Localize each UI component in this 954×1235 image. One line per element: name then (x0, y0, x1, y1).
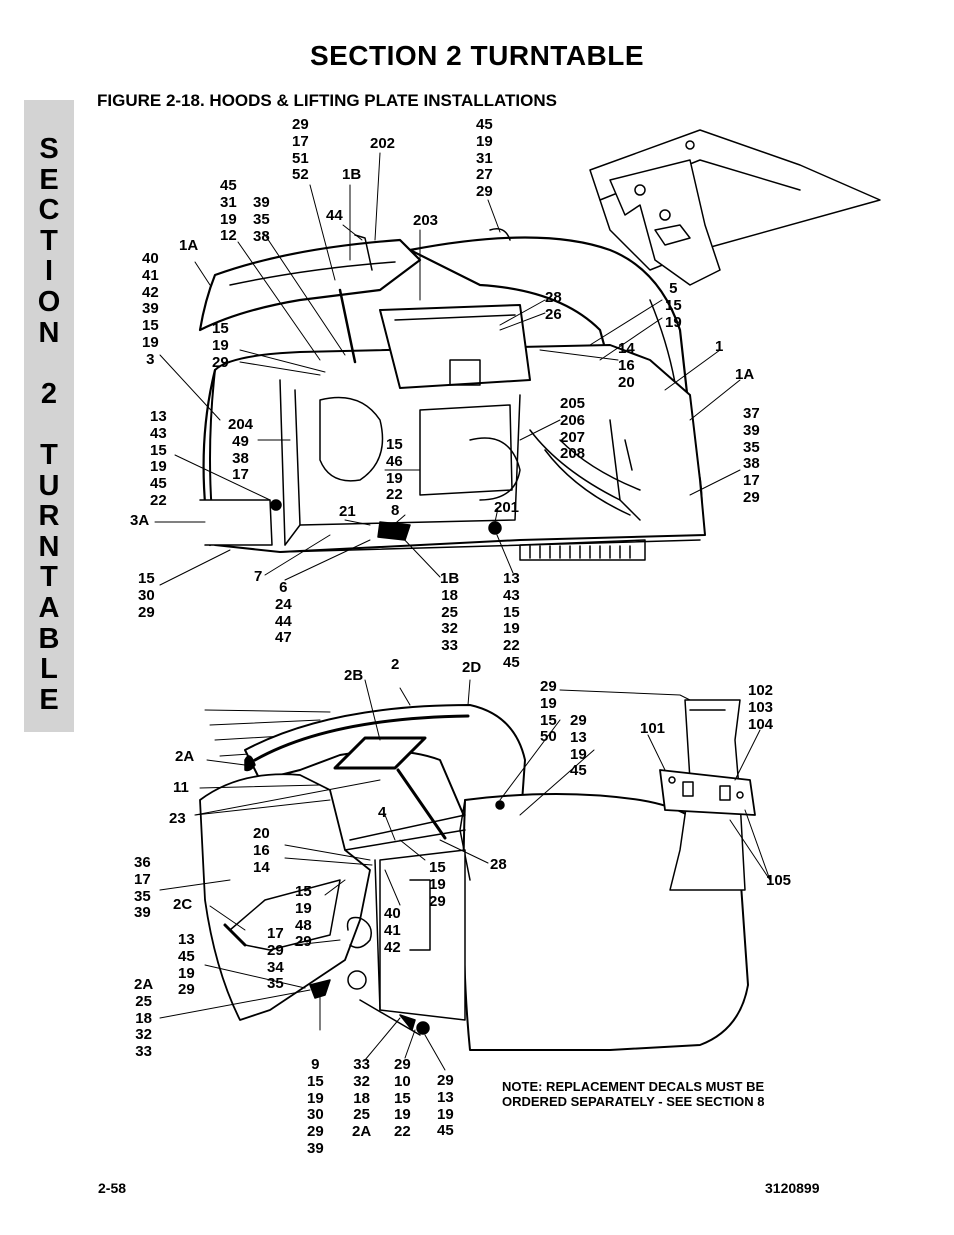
part-number: 17 (232, 466, 249, 484)
part-number: 44 (275, 612, 292, 630)
part-callout (570, 713, 587, 780)
part-number: 15 (540, 711, 557, 729)
part-number: 45 (570, 762, 587, 780)
part-number: 45 (150, 475, 167, 493)
part-number: 42 (384, 938, 401, 956)
part-number: 29 (743, 488, 760, 506)
part-number: 19 (437, 1105, 454, 1123)
part-callout (178, 932, 195, 999)
side-tab-letter: N (38, 316, 60, 349)
part-number: 25 (353, 1106, 370, 1124)
part-number: 15 (386, 436, 403, 453)
part-number: 20 (618, 373, 635, 391)
part-number: 2A (352, 1123, 372, 1141)
part-number: 13 (150, 408, 167, 425)
part-callout (560, 396, 585, 463)
part-callout (134, 977, 153, 1061)
part-callout (150, 409, 167, 510)
part-number: 11 (173, 779, 189, 796)
part-number: 30 (307, 1106, 324, 1124)
part-number: 29 (178, 981, 195, 999)
part-number: 37 (743, 405, 760, 422)
part-number: 13 (570, 728, 587, 746)
part-number: 22 (394, 1123, 411, 1141)
part-callout (503, 571, 520, 672)
part-number: 22 (150, 491, 167, 509)
part-number: 35 (267, 975, 284, 993)
part-number: 201 (494, 499, 520, 516)
part-number: 13 (503, 570, 520, 587)
part-number: 20 (253, 825, 270, 842)
part-number: 204 (228, 416, 254, 433)
part-callout (253, 195, 270, 245)
part-number: 203 (413, 212, 439, 229)
part-number: 19 (394, 1106, 411, 1124)
part-number: 6 (279, 579, 288, 596)
part-number: 30 (138, 586, 155, 604)
part-callout (253, 826, 270, 876)
part-number: 32 (135, 1026, 152, 1044)
part-number: 29 (138, 603, 155, 621)
part-callout (275, 580, 292, 647)
part-callout (138, 571, 155, 621)
part-number: 23 (169, 810, 186, 827)
part-number: 43 (503, 586, 520, 604)
part-number: 47 (275, 629, 292, 647)
side-tab-letter: A (38, 591, 60, 624)
part-number: 39 (743, 421, 760, 439)
part-number: 18 (353, 1089, 370, 1107)
side-tab-letter: I (44, 255, 54, 288)
part-number: 22 (503, 637, 520, 655)
part-number: 39 (142, 300, 159, 318)
part-callout (394, 1057, 411, 1141)
part-number: 36 (134, 854, 151, 871)
part-number: 39 (307, 1139, 324, 1157)
part-number: 18 (441, 586, 458, 604)
part-number: 17 (267, 925, 284, 942)
note-line: NOTE: REPLACEMENT DECALS MUST BE (502, 1079, 765, 1094)
part-number: 44 (326, 207, 343, 224)
part-number: 19 (476, 132, 493, 150)
part-callout (618, 341, 635, 391)
part-number: 25 (135, 992, 152, 1010)
side-tab-letter: O (37, 285, 61, 318)
part-callout (437, 1073, 454, 1140)
part-callout (254, 569, 262, 586)
part-number: 32 (441, 620, 458, 638)
part-number: 15 (665, 296, 682, 314)
part-number: 24 (275, 595, 292, 613)
part-number: 45 (178, 947, 195, 965)
part-number: 15 (150, 441, 167, 459)
part-number: 17 (134, 870, 151, 888)
part-number: 19 (142, 333, 159, 351)
part-callout (766, 873, 791, 890)
part-callout (142, 251, 159, 369)
part-number: 2C (173, 896, 193, 913)
part-number: 4 (378, 804, 387, 821)
part-number: 16 (253, 841, 270, 859)
part-number: 33 (135, 1043, 152, 1061)
part-number: 45 (503, 653, 520, 671)
side-tab-letter: E (39, 163, 59, 196)
note-line: ORDERED SEPARATELY - SEE SECTION 8 (502, 1093, 765, 1109)
part-callout (494, 500, 519, 517)
page-number: 2-58 (98, 1180, 127, 1196)
part-callout (391, 503, 399, 520)
part-number: 15 (307, 1072, 324, 1090)
part-number: 21 (339, 503, 356, 520)
part-number: 39 (134, 904, 151, 922)
part-callout (344, 668, 363, 685)
part-callout (743, 406, 760, 507)
part-number: 29 (476, 183, 493, 201)
part-number: 10 (394, 1072, 411, 1090)
part-callout (292, 117, 309, 184)
part-number: 102 (748, 682, 774, 699)
part-number: 33 (441, 637, 458, 655)
part-callout (545, 290, 562, 324)
part-number: 33 (353, 1056, 370, 1073)
part-number: 19 (429, 875, 446, 893)
part-number: 208 (560, 445, 586, 463)
part-number: 40 (384, 905, 401, 922)
part-number: 29 (570, 712, 587, 729)
part-callout (295, 884, 312, 951)
part-number: 206 (560, 411, 586, 429)
part-number: 15 (138, 570, 155, 587)
part-number: 19 (665, 313, 682, 331)
side-tab-letter: T (40, 561, 58, 594)
part-number: 35 (253, 210, 270, 228)
part-number: 15 (212, 320, 229, 337)
part-callout (413, 213, 438, 230)
part-number: 12 (220, 227, 237, 245)
part-number: 17 (743, 472, 760, 490)
side-tab-letter: E (39, 683, 59, 716)
part-number: 15 (142, 317, 159, 335)
part-callout (212, 321, 229, 371)
part-number: 2A (175, 748, 195, 765)
part-number: 2 (391, 656, 400, 673)
part-number: 46 (386, 452, 403, 470)
part-callout (384, 906, 401, 956)
part-number: 18 (135, 1009, 152, 1027)
side-tab-letter: C (38, 194, 60, 227)
part-number: 19 (386, 469, 403, 487)
part-number: 15 (429, 859, 446, 876)
part-callout (179, 238, 198, 255)
part-callout (173, 897, 192, 914)
part-callout (342, 167, 361, 184)
part-callout (130, 513, 149, 530)
part-callout (490, 857, 507, 874)
part-number: 15 (295, 883, 312, 900)
part-number: 41 (384, 921, 401, 939)
section-title: SECTION 2 TURNTABLE (309, 40, 645, 71)
part-callout (134, 855, 151, 922)
part-callout (440, 571, 459, 655)
part-number: 3 (146, 350, 155, 368)
part-number: 2D (462, 659, 482, 676)
side-tab-letter: T (40, 224, 58, 257)
part-callout (169, 811, 186, 828)
side-tab-letter: R (38, 500, 60, 533)
part-callout (173, 780, 189, 797)
part-number: 13 (437, 1088, 454, 1106)
part-number: 1A (735, 366, 755, 383)
part-number: 45 (220, 177, 237, 194)
part-callout (326, 208, 343, 225)
part-number: 19 (295, 899, 312, 917)
part-number: 207 (560, 428, 586, 446)
part-number: 51 (292, 149, 309, 167)
part-callout (391, 657, 399, 674)
part-number: 50 (540, 728, 557, 746)
part-number: 8 (391, 502, 400, 519)
part-number: 1B (342, 166, 362, 183)
part-number: 205 (560, 395, 586, 412)
part-number: 39 (253, 194, 270, 211)
part-callout (267, 926, 284, 993)
part-number: 38 (253, 227, 270, 245)
part-number: 26 (545, 305, 562, 323)
part-number: 29 (307, 1123, 324, 1141)
part-number: 38 (743, 455, 760, 473)
part-number: 19 (570, 745, 587, 763)
part-callout (429, 860, 446, 910)
part-number: 3A (130, 512, 150, 529)
part-number: 103 (748, 698, 774, 716)
part-number: 19 (540, 694, 557, 712)
part-number: 29 (295, 933, 312, 951)
part-number: 31 (220, 193, 237, 211)
part-number: 2A (134, 976, 154, 993)
part-number: 19 (178, 964, 195, 982)
part-number: 19 (307, 1089, 324, 1107)
part-number: 19 (503, 620, 520, 638)
part-number: 45 (476, 116, 493, 133)
part-number: 16 (618, 356, 635, 374)
part-callout (386, 437, 403, 504)
part-number: 29 (394, 1056, 411, 1073)
part-number: 28 (490, 856, 507, 873)
figure-title: FIGURE 2-18. HOODS & LIFTING PLATE INSTALLATIONS (97, 91, 557, 110)
part-callout (370, 136, 395, 153)
side-tab-letter: S (39, 133, 59, 165)
part-callout (540, 679, 557, 746)
part-callout (339, 504, 356, 521)
part-number: 101 (640, 720, 666, 737)
part-number: 14 (618, 340, 635, 357)
part-number: 1B (440, 570, 460, 587)
part-number: 52 (292, 166, 309, 184)
part-callout (665, 281, 682, 331)
part-callout (462, 660, 481, 677)
part-number: 13 (178, 931, 195, 948)
part-callout (640, 721, 665, 738)
part-number: 19 (150, 458, 167, 476)
part-number: 29 (292, 116, 309, 133)
part-number: 42 (142, 283, 159, 301)
part-number: 2B (344, 667, 364, 684)
part-number: 29 (267, 941, 284, 959)
bottom-hood-drawing (160, 680, 770, 1070)
part-callout (175, 749, 194, 766)
part-callout (476, 117, 493, 201)
part-number: 22 (386, 486, 403, 504)
part-number: 25 (441, 603, 458, 621)
side-tab-letter: U (38, 469, 60, 502)
part-number: 202 (370, 135, 396, 152)
document-number: 3120899 (765, 1180, 820, 1196)
part-number: 32 (353, 1072, 370, 1090)
part-callout (748, 683, 773, 733)
part-callout (307, 1057, 324, 1158)
part-callout (220, 178, 237, 245)
replacement-decals-note (502, 1080, 764, 1109)
part-callout (715, 339, 723, 356)
part-number: 5 (669, 280, 678, 297)
part-number: 104 (748, 715, 774, 733)
part-number: 15 (394, 1089, 411, 1107)
part-number: 1 (715, 338, 724, 355)
part-number: 105 (766, 872, 792, 889)
part-number: 34 (267, 958, 284, 976)
part-number: 17 (292, 132, 309, 150)
part-number: 9 (311, 1056, 320, 1073)
part-number: 27 (476, 166, 493, 184)
part-number: 14 (253, 858, 270, 876)
part-number: 40 (142, 250, 159, 267)
part-number: 38 (232, 449, 249, 467)
part-number: 48 (295, 916, 312, 934)
part-number: 7 (254, 568, 263, 585)
part-callout (352, 1057, 371, 1141)
side-tab-letter: T (40, 438, 58, 471)
part-number: 35 (134, 887, 151, 905)
part-number: 31 (476, 149, 493, 167)
part-number: 45 (437, 1122, 454, 1140)
part-number: 35 (743, 438, 760, 456)
part-number: 19 (212, 336, 229, 354)
side-tab-letter: N (38, 530, 60, 563)
part-number: 29 (212, 353, 229, 371)
part-number: 29 (437, 1072, 454, 1089)
part-number: 29 (429, 892, 446, 910)
part-number: 43 (150, 424, 167, 442)
part-callout (228, 417, 253, 484)
side-tab-letter: 2 (40, 377, 58, 410)
part-callout (735, 367, 754, 384)
part-callout (378, 805, 386, 822)
part-number: 41 (142, 266, 159, 284)
part-number: 1A (179, 237, 199, 254)
part-number: 28 (545, 289, 562, 306)
side-tab-letter: L (40, 653, 58, 686)
part-number: 29 (540, 678, 557, 695)
side-tab-letter: B (38, 622, 60, 655)
part-number: 19 (220, 210, 237, 228)
part-number: 15 (503, 603, 520, 621)
part-number: 49 (232, 432, 249, 450)
